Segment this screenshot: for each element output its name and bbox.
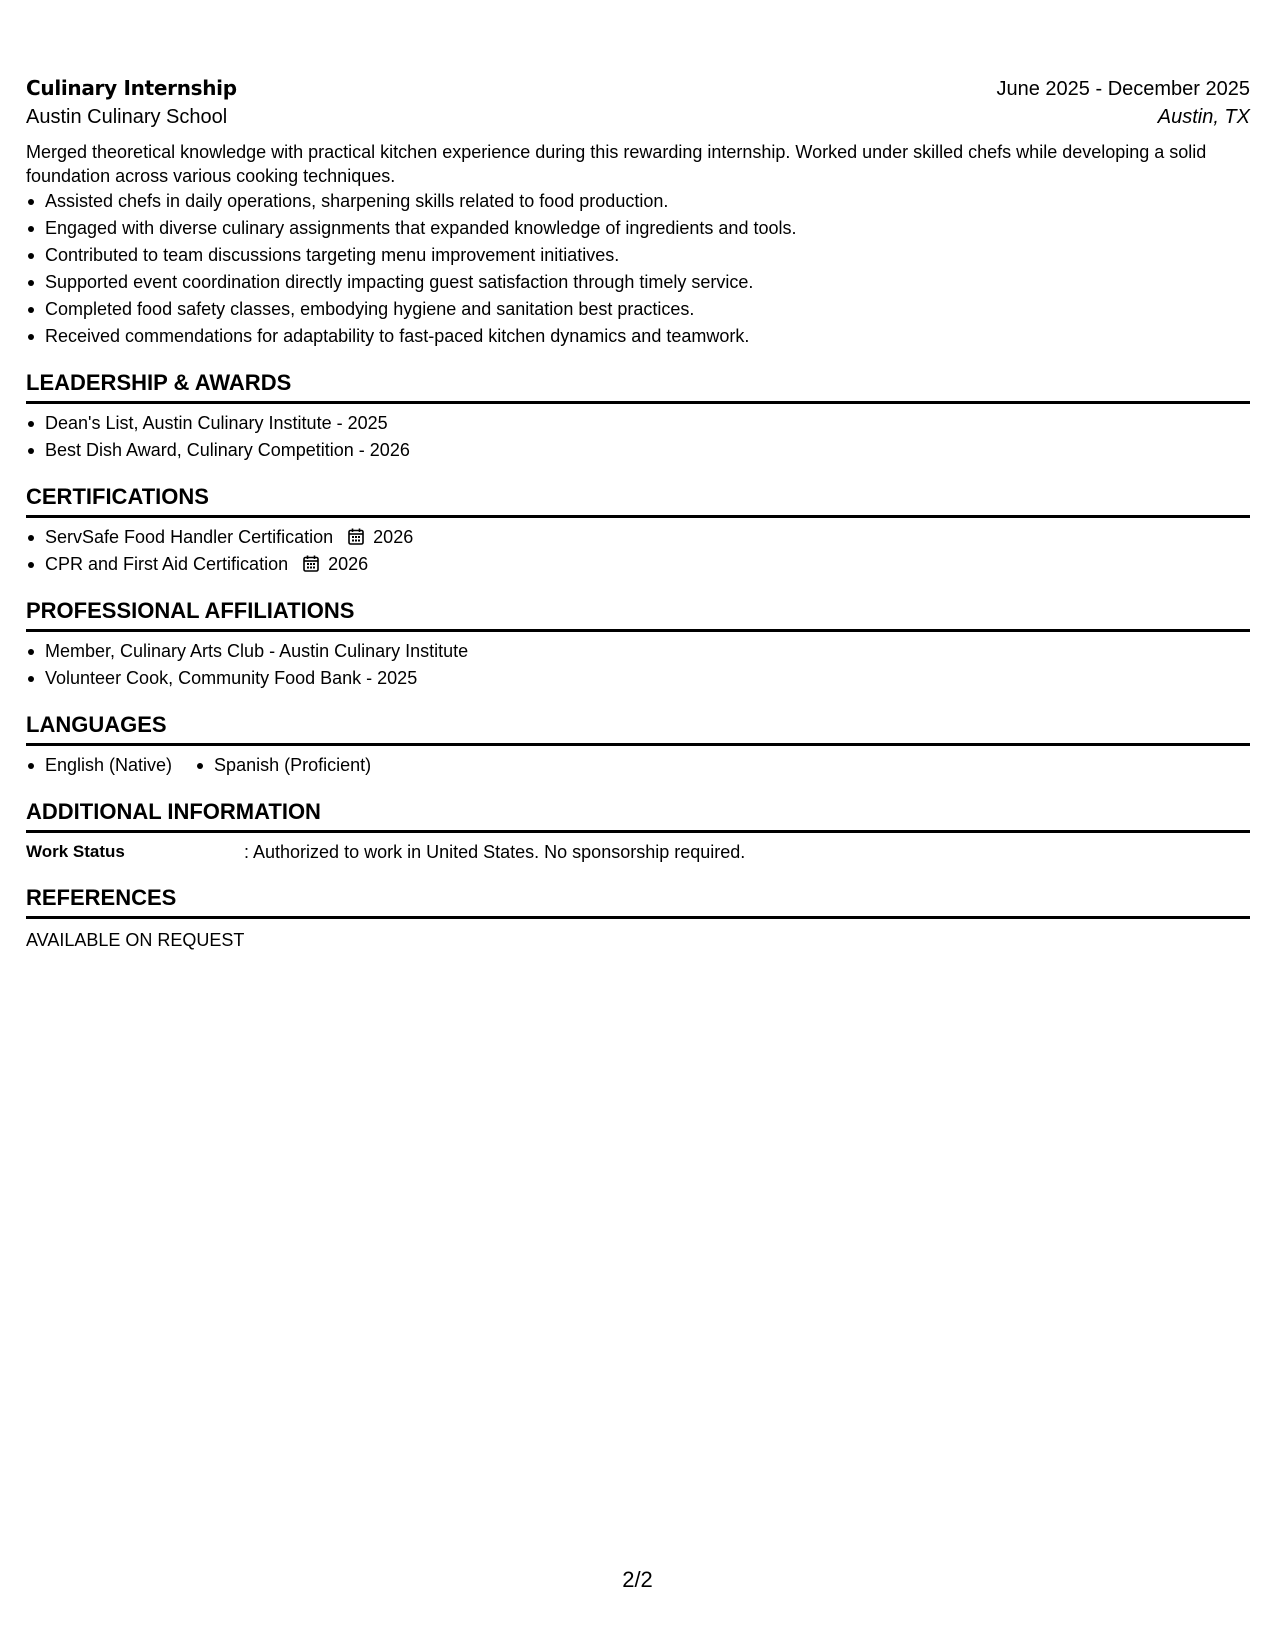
certification-item [26, 551, 1250, 578]
section-heading-certifications: CERTIFICATIONS [26, 483, 1250, 518]
list-item: Engaged with diverse culinary assignments that expanded knowledge of ingredients and tools. [26, 215, 1250, 242]
list-item: Assisted chefs in daily operations, sharpening skills related to food production. [26, 188, 1250, 215]
list-item: Completed food safety classes, embodying hygiene and sanitation best practices. [26, 296, 1250, 323]
list-item: Member, Culinary Arts Club - Austin Culinary Institute [26, 638, 1250, 665]
calendar-icon [303, 555, 319, 572]
work-status-row [26, 839, 1250, 865]
language-item: Spanish (Proficient) [195, 752, 371, 779]
list-item: Received commendations for adaptability to fast-paced kitchen dynamics and teamwork. [26, 323, 1250, 350]
list-item: Contributed to team discussions targeting menu improvement initiatives. [26, 242, 1250, 269]
job-subheader [26, 106, 1250, 138]
work-status-value: : Authorized to work in United States. No sponsorship required. [244, 842, 746, 862]
job-location: Austin, TX [1157, 106, 1250, 128]
job-header [26, 76, 1250, 106]
certification-item [26, 524, 1250, 551]
language-item: English (Native) [26, 752, 172, 779]
certifications-list [26, 524, 1250, 578]
experience-entry [26, 76, 1250, 350]
section-heading-references: REFERENCES [26, 884, 1250, 919]
job-company: Austin Culinary School [26, 106, 228, 128]
resume-page [26, 76, 1250, 953]
references-text: AVAILABLE ON REQUEST [26, 930, 245, 950]
list-item: Volunteer Cook, Community Food Bank - 2025 [26, 665, 1250, 692]
certification-year: 2026 [328, 554, 369, 574]
list-item: Best Dish Award, Culinary Competition - 2026 [26, 437, 1250, 464]
section-heading-leadership: LEADERSHIP & AWARDS [26, 369, 1250, 404]
section-heading-affiliations: PROFESSIONAL AFFILIATIONS [26, 597, 1250, 632]
calendar-icon [348, 528, 364, 545]
leadership-list [26, 410, 1250, 464]
list-item: Dean's List, Austin Culinary Institute - 2025 [26, 410, 1250, 437]
section-heading-additional: ADDITIONAL INFORMATION [26, 798, 1250, 833]
job-summary: Merged theoretical knowledge with practical kitchen experience during this rewarding internship. Worked under skilled chefs while developing a solid foundation across various cooking techniques. [26, 142, 1207, 186]
affiliations-list [26, 638, 1250, 692]
certification-name: ServSafe Food Handler Certification [45, 527, 334, 547]
job-dates: June 2025 - December 2025 [996, 78, 1250, 100]
section-heading-languages: LANGUAGES [26, 711, 1250, 746]
page-number: 2/2 [622, 1567, 653, 1592]
job-bullet-list [26, 188, 1250, 350]
certification-name: CPR and First Aid Certification [45, 554, 289, 574]
certification-year: 2026 [373, 527, 414, 547]
job-title: Culinary Internship [26, 76, 237, 100]
list-item: Supported event coordination directly impacting guest satisfaction through timely service. [26, 269, 1250, 296]
languages-list [26, 752, 1250, 779]
work-status-label: Work Status [26, 842, 125, 861]
